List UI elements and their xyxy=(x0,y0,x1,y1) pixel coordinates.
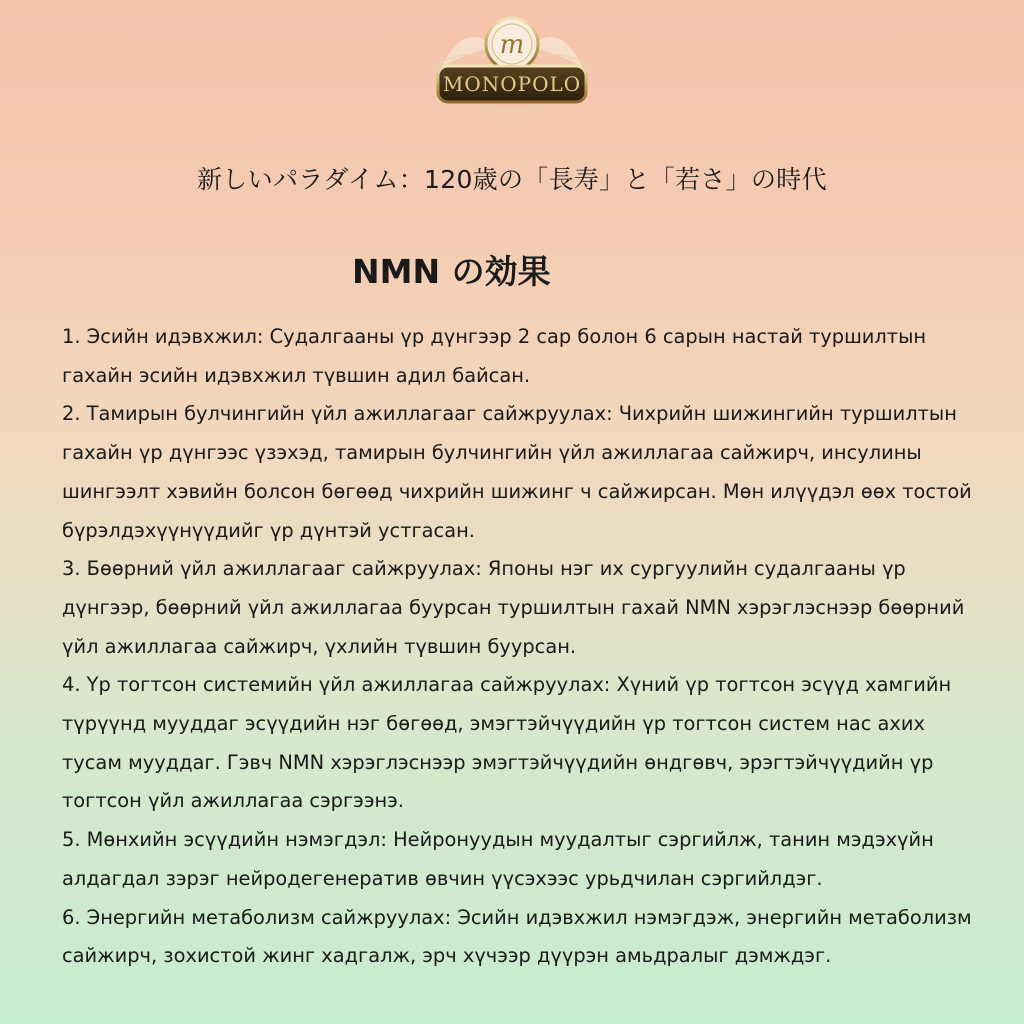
effect-item-4: 4. Үр тогтсон системийн үйл ажиллагаа сайжруулах: Хүний үр тогтсон эсүүд хамгийн түрүүнд мууддаг эсүүдийн нэг бөгөөд, эмэгтэйчүүдийн үр тогтсон систем нас ахих тусам мууддаг. Гэвч NMN хэрэглэснээр эмэгтэйчүүдийн өндгөвч, эрэгтэйчүүдийн үр тогтсон үйл ажиллагаа сэргээнэ. xyxy=(62,673,952,813)
crest-icon xyxy=(412,6,612,124)
effect-item-1: 1. Эсийн идэвхжил: Судалгааны үр дүнгээр 2 сар болон 6 сарын настай туршилтын гахайн эсийн идэвхжил түвшин адил байсан. xyxy=(62,325,927,387)
logo-monogram: m xyxy=(499,30,525,60)
page-title: NMN の効果 xyxy=(352,252,551,291)
page-subtitle: 新しいパラダイム：120歳の「長寿」と「若さ」の時代 xyxy=(197,165,827,194)
effect-item-6: 6. Энергийн метаболизм сайжруулах: Эсийн идэвхжил нэмэгдэж, энергийн метаболизм сайжирч, зохистой жинг хадгалж, эрч хүчээр дүүрэн амьдралыг дэмждэг. xyxy=(62,905,972,968)
effect-item-3: 3. Бөөрний үйл ажиллагааг сайжруулах: Японы нэг их сургуулийн судалгааны үр дүнгээр, бөөрний үйл ажиллагаа буурсан туршилтын гахай NMN хэрэглэснээр бөөрний үйл ажиллагаа сайжирч, үхлийн түвшин буурсан. xyxy=(62,557,965,658)
effects-list xyxy=(62,318,982,976)
effect-item-5: 5. Мөнхийн эсүүдийн нэмэгдэл: Нейронуудын муудалтыг сэргийлж, танин мэдэхүйн алдагдал зэрэг нейродегенератив өвчин үүсэхээс урьдчилан сэргийлдэг. xyxy=(62,828,934,890)
effect-item-2: 2. Тамирын булчингийн үйл ажиллагааг сайжруулах: Чихрийн шижингийн туршилтын гахайн үр дүнгээс үзэхэд, тамирын булчингийн үйл ажиллагаа сайжирч, инсулины шингээлт хэвийн болсон бөгөөд чихрийн шижинг ч сайжирсан. Мөн илүүдэл өөх тостой бүрэлдэхүүнүүдийг үр дүнтэй устгасан. xyxy=(62,402,972,542)
brand-logo xyxy=(412,6,612,124)
logo-wordmark: MONOPOLO xyxy=(442,72,582,96)
